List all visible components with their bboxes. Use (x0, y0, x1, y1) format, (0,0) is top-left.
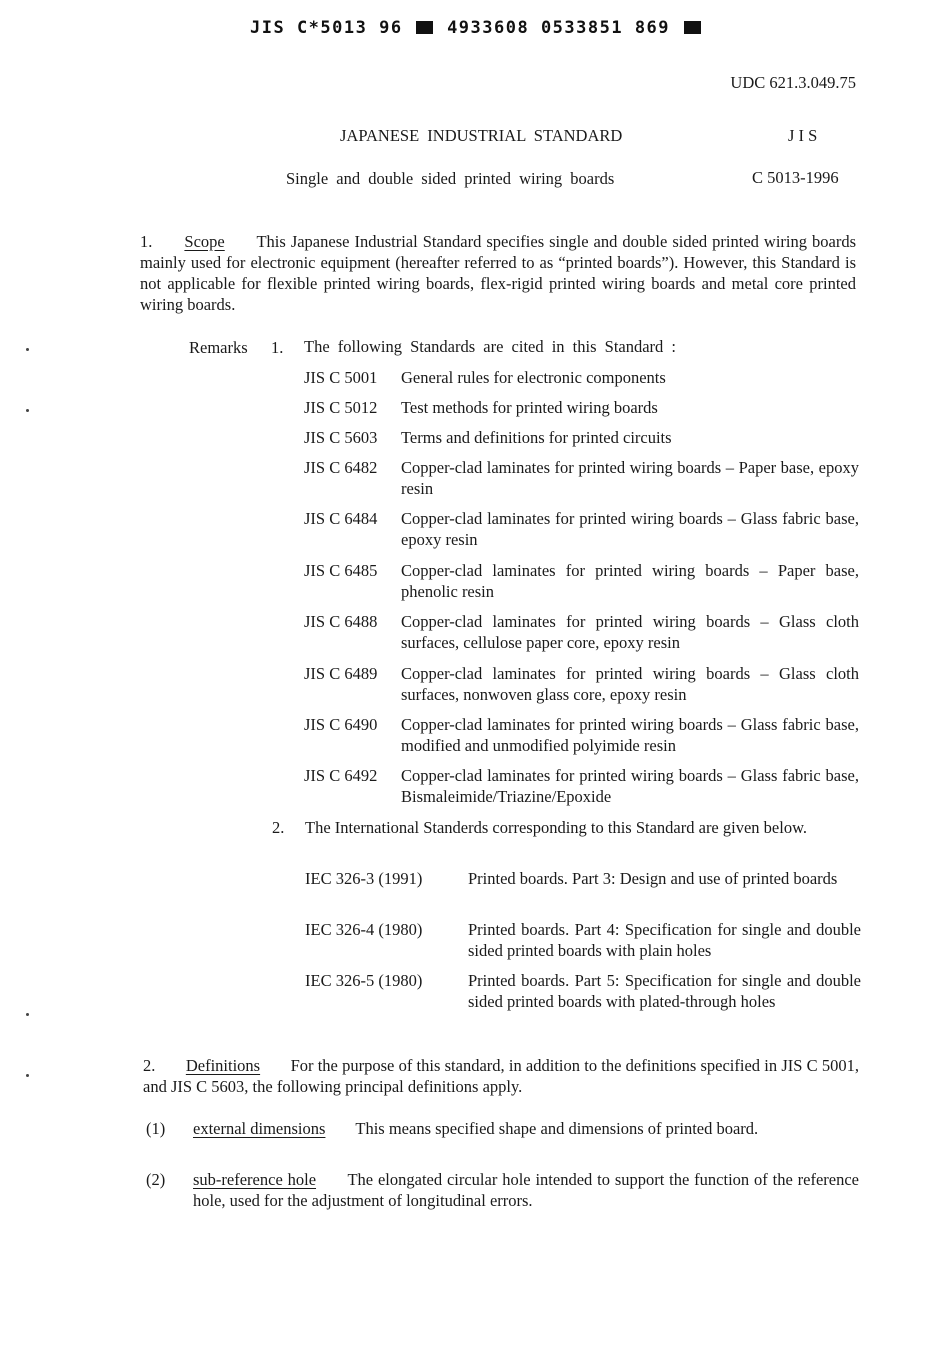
remarks-item-1-number: 1. (271, 338, 284, 357)
document-number: C 5013-1996 (752, 168, 839, 187)
cited-standard-title: Copper-clad laminates for printed wiring boards – Glass cloth surfaces, cellulose paper core, epoxy resin (401, 612, 859, 652)
definition-term: external dimensions (193, 1119, 326, 1138)
international-standard-code: IEC 326-5 (1980) (305, 971, 423, 990)
standard-title: JAPANESE INDUSTRIAL STANDARD (340, 126, 623, 145)
document-id-part-a: JIS C*5013 96 (250, 18, 403, 38)
scan-mark (26, 1013, 29, 1016)
scan-mark (26, 409, 29, 412)
cited-standard-title: Copper-clad laminates for printed wiring boards – Glass fabric base, modified and unmodified polyimide resin (401, 715, 859, 755)
remarks-label: Remarks (189, 338, 248, 357)
cited-standard-code: JIS C 6489 (304, 664, 378, 683)
cited-standard-title: Copper-clad laminates for printed wiring boards – Glass fabric base, Bismaleimide/Triazine/Epoxide (401, 766, 859, 806)
cited-standard-code: JIS C 5603 (304, 428, 378, 447)
definition-item-number: (1) (146, 1119, 166, 1138)
international-standard-title: Printed boards. Part 5: Specification for single and double sided printed boards with plated-through holes (468, 971, 861, 1011)
cited-standard-title: Copper-clad laminates for printed wiring boards – Glass cloth surfaces, nonwoven glass core, epoxy resin (401, 664, 859, 704)
remarks-item-2-intro: The International Standerds corresponding to this Standard are given below. (305, 818, 808, 837)
black-block-mark (416, 21, 433, 34)
black-block-mark (684, 21, 701, 34)
scope-heading: Scope (184, 232, 225, 251)
cited-standard-code: JIS C 6482 (304, 458, 378, 477)
jis-mark: J I S (788, 126, 818, 145)
cited-standard-title: Copper-clad laminates for printed wiring boards – Paper base, phenolic resin (401, 561, 859, 601)
definition-text: This means specified shape and dimensions of printed board. (355, 1119, 759, 1138)
scope-number: 1. (140, 232, 153, 251)
cited-standard-title: Test methods for printed wiring boards (401, 398, 658, 417)
definitions-text: For the purpose of this standard, in addition to the definitions specified in JIS C 5001, and JIS C 5603, the following principal definitions apply. (143, 1056, 860, 1096)
cited-standard-code: JIS C 6490 (304, 715, 378, 734)
international-standard-code: IEC 326-4 (1980) (305, 920, 423, 939)
remarks-item-2-number: 2. (272, 818, 285, 837)
definition-item-number: (2) (146, 1170, 166, 1189)
document-id-line (250, 18, 703, 39)
international-standard-title: Printed boards. Part 4: Specification for single and double sided printed boards with plain holes (468, 920, 861, 960)
cited-standard-code: JIS C 6485 (304, 561, 378, 580)
cited-standard-title: Terms and definitions for printed circuits (401, 428, 672, 447)
definitions-number: 2. (143, 1056, 156, 1075)
definition-text: The elongated circular hole intended to support the function of the reference hole, used for the adjustment of longitudinal errors. (193, 1170, 859, 1210)
cited-standard-code: JIS C 6492 (304, 766, 378, 785)
cited-standard-title: Copper-clad laminates for printed wiring boards – Glass fabric base, epoxy resin (401, 509, 859, 549)
cited-standard-title: Copper-clad laminates for printed wiring boards – Paper base, epoxy resin (401, 458, 859, 498)
document-id-part-b: 4933608 0533851 869 (447, 18, 671, 38)
definition-item (193, 1118, 859, 1139)
document-title: Single and double sided printed wiring boards (286, 169, 615, 188)
scan-mark (26, 1074, 29, 1077)
cited-standard-code: JIS C 5001 (304, 368, 378, 387)
cited-standard-code: JIS C 6488 (304, 612, 378, 631)
scope-section (140, 231, 856, 315)
international-standard-code: IEC 326-3 (1991) (305, 869, 423, 888)
definitions-section (143, 1055, 859, 1097)
scan-mark (26, 348, 29, 351)
cited-standard-code: JIS C 5012 (304, 398, 378, 417)
cited-standard-title: General rules for electronic components (401, 368, 666, 387)
scope-text: This Japanese Industrial Standard specifies single and double sided printed wiring boards mainly used for electronic equipment (hereafter referred to as “printed boards”). However, this Standard is not applicable for flexible printed wiring boards, flex-rigid printed wiring boards and metal core printed wiring boards. (140, 232, 856, 314)
international-standard-title: Printed boards. Part 3: Design and use of printed boards (468, 869, 838, 888)
definition-term: sub-reference hole (193, 1170, 317, 1189)
remarks-item-1-intro: The following Standards are cited in this Standard : (304, 337, 677, 356)
cited-standard-code: JIS C 6484 (304, 509, 378, 528)
definition-item (193, 1169, 859, 1211)
definitions-heading: Definitions (185, 1056, 261, 1075)
udc-number: UDC 621.3.049.75 (730, 73, 856, 92)
